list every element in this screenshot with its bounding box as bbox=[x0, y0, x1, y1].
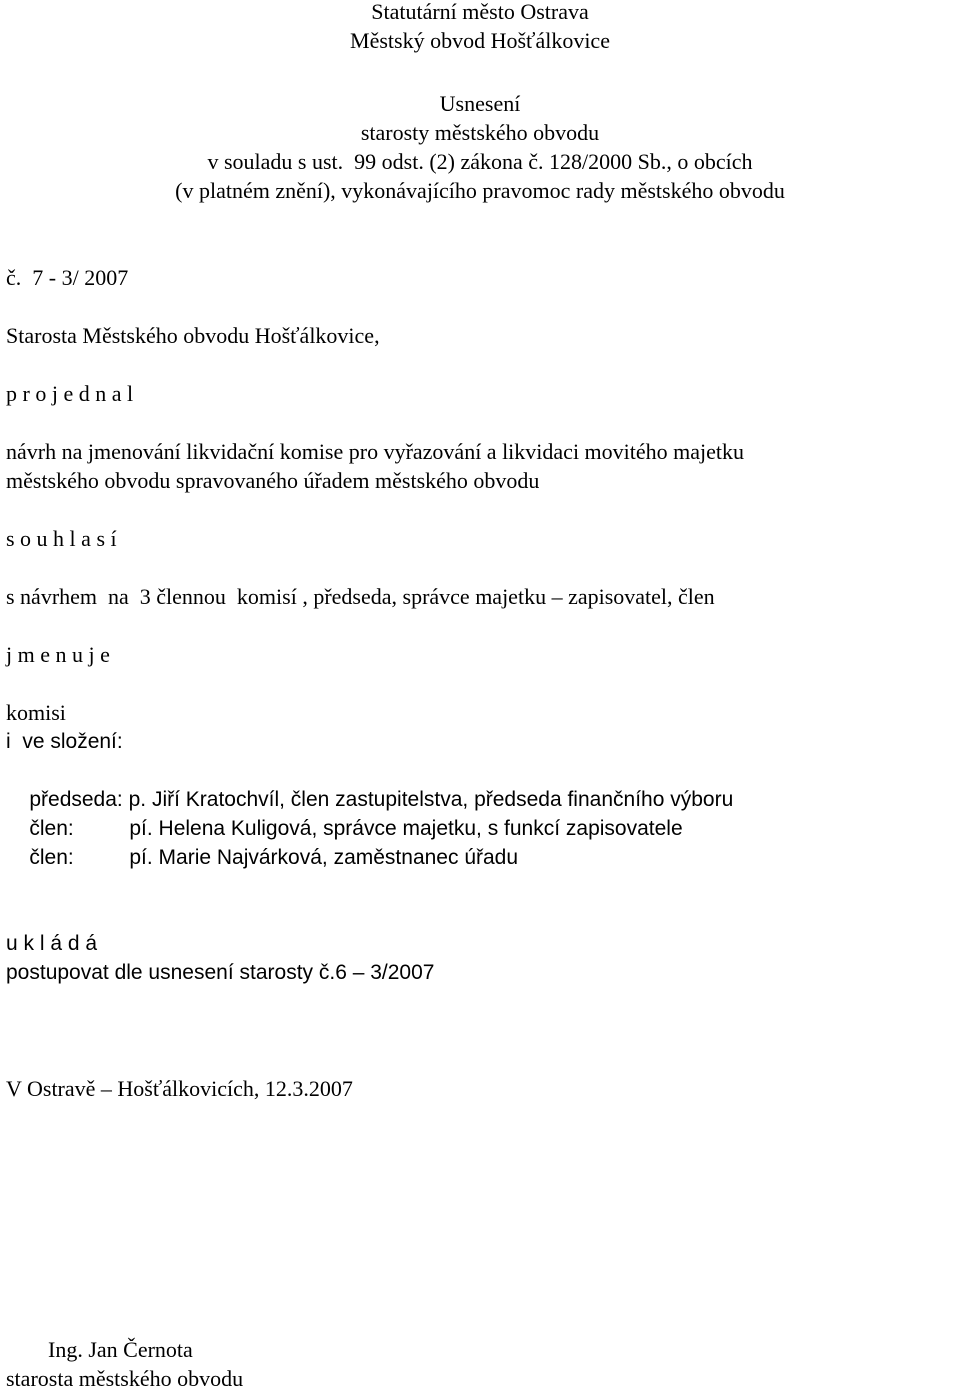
projednal-text-2: městského obvodu spravovaného úřadem městského obvodu bbox=[6, 468, 540, 493]
member-role: člen: bbox=[29, 817, 74, 840]
heading-jmenuje: j m e n u j e bbox=[6, 642, 110, 667]
header-district: Městský obvod Hošťálkovice bbox=[350, 28, 610, 53]
member-row bbox=[6, 814, 518, 901]
member-role: předseda: bbox=[29, 788, 123, 811]
souhlasi-text: s návrhem na 3 člennou komisí , předseda, správce majetku – zapisovatel, člen bbox=[6, 584, 715, 609]
member-person: pí. Helena Kuligová, správce majetku, s funkcí zapisovatele bbox=[129, 817, 683, 840]
member-role: člen: bbox=[29, 846, 74, 869]
header-city: Statutární město Ostrava bbox=[371, 0, 589, 24]
heading-projednal: p r o j e d n a l bbox=[6, 381, 134, 406]
title-authority: (v platném znění), vykonávajícího pravomoc rady městského obvodu bbox=[175, 178, 785, 203]
signature-role: starosta městského obvodu bbox=[6, 1366, 244, 1391]
signature-name: Ing. Jan Černota bbox=[48, 1337, 193, 1362]
heading-uklada: u k l á d á bbox=[6, 932, 98, 955]
title-legal-basis: v souladu s ust. 99 odst. (2) zákona č. 128/2000 Sb., o obcích bbox=[207, 149, 753, 174]
heading-souhlasi: s o u h l a s í bbox=[6, 526, 117, 551]
projednal-text-1: návrh na jmenování likvidační komise pro vyřazování a likvidaci movitého majetku bbox=[6, 439, 745, 464]
title-starosty: starosty městského obvodu bbox=[360, 120, 600, 145]
member-person: pí. Marie Najvárková, zaměstnanec úřadu bbox=[129, 846, 519, 869]
title-usneseni: Usnesení bbox=[439, 91, 521, 116]
resolution-number: č. 7 - 3/ 2007 bbox=[6, 265, 129, 290]
komisi-label: komisi bbox=[6, 700, 66, 725]
resolution-issuer: Starosta Městského obvodu Hošťálkovice, bbox=[6, 323, 380, 348]
slozeni-label: i ve složení: bbox=[6, 730, 123, 753]
place-date: V Ostravě – Hošťálkovicích, 12.3.2007 bbox=[6, 1076, 353, 1101]
member-person: p. Jiří Kratochvíl, člen zastupitelstva, předseda finančního výboru bbox=[128, 788, 734, 811]
uklada-text: postupovat dle usnesení starosty č.6 – 3/2007 bbox=[6, 961, 435, 984]
